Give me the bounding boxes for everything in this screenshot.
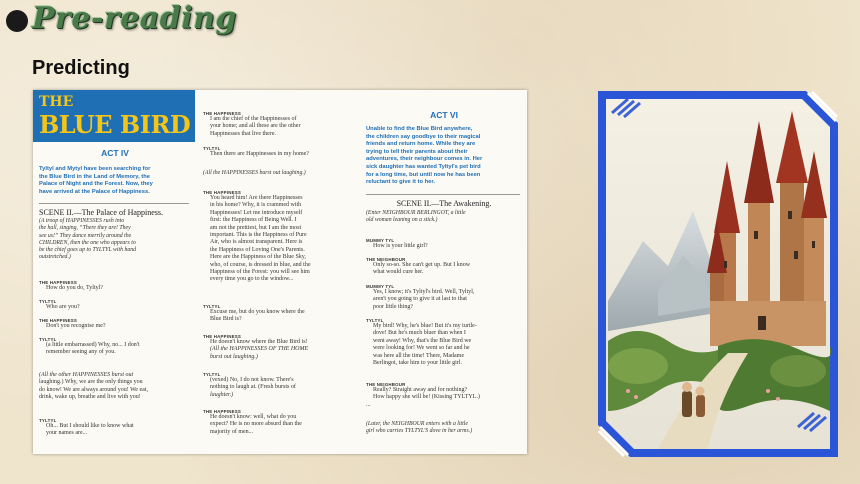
page-subtitle: Predicting (32, 57, 130, 79)
dialogue-line: He doesn't know where the Blue Bird is! (210, 339, 308, 345)
dialogue-block (366, 238, 522, 250)
speaker-label: MUMMY TYL (366, 284, 395, 289)
act-iv-heading: ACT IV (101, 148, 129, 158)
stage-direction (366, 210, 522, 225)
intro-line: the children say goodbye to their magical (366, 133, 481, 140)
dialogue-line: Don't you recognise me? (46, 323, 106, 329)
dialogue-line: How is your little girl? (373, 243, 428, 249)
dialogue-line: nothing to laugh at. (Fresh bursts of (210, 384, 296, 391)
stage-line: (Later, the NEIGHBOUR enters with a little (366, 421, 468, 427)
castle-illustration (598, 91, 838, 457)
dialogue-block (39, 299, 191, 311)
dialogue-block (39, 418, 191, 438)
dialogue-line: Blue Bird is? (210, 316, 242, 323)
dialogue-line: (a little embarrassed) Why, no... I don't (46, 342, 140, 348)
intro-line: adventures, their neighbour comes in. Her (366, 156, 483, 163)
intro-line: Palace of Night and the Forest. Now, they (39, 181, 153, 188)
stage-line: girl who carries TYLTYL'S dove in her arms.) (366, 428, 473, 435)
stage-line: see us!” They dance merrily around the (39, 232, 132, 239)
speaker-label: TYLTYL (39, 418, 57, 423)
speaker-label: TYLTYL (203, 146, 221, 151)
speaker-label: THE NEIGHBOUR (366, 382, 406, 387)
dialogue-line: (All the HAPPINESSES OF THE HOME (210, 346, 309, 353)
stage-line: laughing.) Why, we are the only things you (39, 379, 143, 386)
dialogue-line: laughter.) (210, 391, 234, 398)
dialogue-line: ... (366, 401, 371, 408)
intro-line: for a long time, but until now he has been (366, 171, 481, 178)
castle-illustration-svg (598, 91, 838, 457)
act-vi-heading: ACT VI (430, 110, 458, 120)
dialogue-line: remember seeing any of you. (46, 349, 116, 356)
dialogue-line: My bird! Why, he's blue! But it's my turtle- (373, 323, 477, 329)
intro-line: sick daughter has wanted Tyltyl's pet bird (366, 163, 481, 170)
dialogue-line: Oh... But I should like to know what (46, 423, 134, 429)
stage-line: old woman leaning on a stick.) (366, 217, 438, 224)
intro-line: have arrived at the Palace of Happiness. (39, 188, 150, 195)
scene-heading: SCENE II.—The Palace of Happiness. (39, 208, 163, 217)
dialogue-line: Then there are Happinesses in my home? (210, 151, 309, 157)
dialogue-line: Air, who is almost transparent. Here is (210, 239, 303, 246)
dialogue-line: expect? He is no more absurd than the (210, 421, 302, 428)
act-iv-intro (39, 166, 191, 196)
speaker-label: THE NEIGHBOUR (366, 257, 406, 262)
intro-line: reluctant to give it to her. (366, 179, 435, 186)
stage-direction: (All the HAPPINESSES burst out laughing.) (203, 170, 306, 176)
stage-line: (A troop of HAPPINESSES rush into (39, 218, 125, 224)
dialogue-line: Happinesses that live there. (210, 130, 276, 137)
dialogue-line: Only so-so. She can't get up. But I know (373, 262, 471, 268)
dialogue-line: what would cure her. (373, 269, 424, 276)
bullet-dot (6, 10, 28, 32)
dialogue-line: Really? Straight away and for nothing? (373, 387, 468, 393)
act-vi-intro (366, 126, 522, 187)
speaker-label: TYLTYL (366, 318, 384, 323)
speaker-label: THE HAPPINESS (39, 318, 77, 323)
dialogue-line: every time you go to the window... (210, 276, 294, 283)
dialogue-block (203, 372, 358, 399)
intro-line: Tyltyl and Mytyl have been searching for (39, 166, 151, 172)
dialogue-block (203, 334, 358, 361)
dialogue-line: How happy she will be! (Kissing TYLTYL.) (373, 394, 480, 401)
stage-line: be the chief goes up to TYLTYL with hand (39, 247, 137, 254)
dialogue-line: burst out laughing.) (210, 353, 258, 360)
dialogue-line: was here all the time! There, Madame (373, 352, 465, 359)
dialogue-line: Here are the Happiness of the Blue Sky, (210, 254, 306, 261)
dialogue-block (203, 409, 358, 436)
stage-line: outstretched.) (39, 254, 71, 261)
dialogue-line: I am the chief of the Happinesses of (210, 116, 297, 122)
intro-line: the Blue Bird in the Land of Memory, the (39, 173, 151, 180)
stage-paragraph (39, 372, 191, 402)
play-script-page (33, 90, 527, 454)
dialogue-block (39, 280, 191, 292)
dialogue-line: poor little thing? (373, 303, 413, 310)
logo-line-1: THE (39, 94, 74, 110)
stage-line: the hall, singing, “There they are! They (39, 225, 131, 232)
speaker-label: TYLTYL (39, 337, 57, 342)
dialogue-line: who, of course, is dressed in blue, and the (210, 261, 311, 268)
stage-line: CHILDREN, then the one who appears to (39, 239, 136, 246)
dialogue-block (366, 284, 522, 311)
page-title: Pre-reading (32, 1, 237, 36)
dialogue-block (203, 190, 358, 284)
dialogue-block (366, 257, 522, 277)
dialogue-line: the Happiness of Loving One's Parents. (210, 246, 305, 253)
dialogue-line: Excuse me, but do you know where the (210, 309, 305, 315)
dialogue-block (39, 337, 191, 357)
dialogue-line: How do you do, Tyltyl? (46, 285, 103, 291)
blue-bird-logo (33, 90, 195, 142)
dialogue-block (366, 382, 522, 409)
dialogue-block (203, 304, 358, 324)
dialogue-block (203, 111, 358, 138)
dialogue-line: were looking for! We went so far and he (373, 345, 470, 352)
dialogue-line: in his home? Why, it is crammed with (210, 202, 302, 209)
dialogue-line: dove! But he's much bluer than when I (373, 330, 466, 337)
stage-line: do know! We are always around you! We eat, (39, 386, 148, 393)
stage-line: (Enter NEIGHBOUR BERLINGOT, a little (366, 210, 466, 216)
stage-direction (39, 218, 191, 262)
dialogue-line: Berlingot, take him to your little girl. (373, 360, 462, 367)
dialogue-line: went away! Why, that's the Blue Bird we (373, 337, 472, 344)
speaker-label: TYLTYL (39, 299, 57, 304)
dialogue-block (203, 146, 358, 158)
speaker-label: TYLTYL (203, 304, 221, 309)
intro-line: trying to tell their parents about their (366, 148, 468, 155)
speaker-label: THE HAPPINESS (203, 409, 241, 414)
dialogue-line: Who are you? (46, 304, 80, 310)
stage-direction (366, 421, 522, 436)
dialogue-line: You heard him! Are there Happinesses (210, 195, 303, 201)
speaker-label: THE HAPPINESS (203, 111, 241, 116)
dialogue-line: am not the prettiest, but I am the most (210, 224, 302, 231)
dialogue-line: majority of men... (210, 428, 254, 435)
speaker-label: THE HAPPINESS (203, 334, 241, 339)
speaker-label: THE HAPPINESS (39, 280, 77, 285)
dialogue-line: important. This is the Happiness of Pure (210, 232, 307, 239)
dialogue-block (366, 318, 522, 367)
dialogue-line: He doesn't know: well, what do you (210, 414, 297, 420)
intro-line: friends and return home. While they are (366, 141, 476, 148)
scene-heading: SCENE II.—The Awakening. (396, 199, 492, 208)
stage-line: drink, wake up, breathe and live with you! (39, 394, 141, 401)
dialogue-line: your names are... (46, 430, 88, 437)
dialogue-line: your home; and all these are the other (210, 123, 301, 130)
speaker-label: TYLTYL (203, 372, 221, 377)
dialogue-line: Yes, I know; it's Tyltyl's bird. Well, Tyltyl, (373, 289, 475, 295)
stage-line: (All the other HAPPINESSES burst out (39, 372, 134, 378)
dialogue-line: aren't you going to give it at last to that (373, 296, 467, 303)
dialogue-block (39, 318, 191, 330)
logo-line-2: BLUE BIRD (39, 110, 191, 139)
speaker-label: MUMMY TYL (366, 238, 395, 243)
dialogue-line: Happinesses! Let me introduce myself (210, 209, 303, 216)
divider (39, 203, 189, 204)
dialogue-line: Happiness of the Forest: you will see him (210, 269, 310, 276)
dialogue-line: (vexed) No, I do not know. There's (210, 377, 294, 383)
speaker-label: THE HAPPINESS (203, 190, 241, 195)
dialogue-line: first: the Happiness of Being Well. I (210, 217, 297, 224)
intro-line: Unable to find the Blue Bird anywhere, (366, 126, 473, 132)
divider (366, 194, 520, 195)
